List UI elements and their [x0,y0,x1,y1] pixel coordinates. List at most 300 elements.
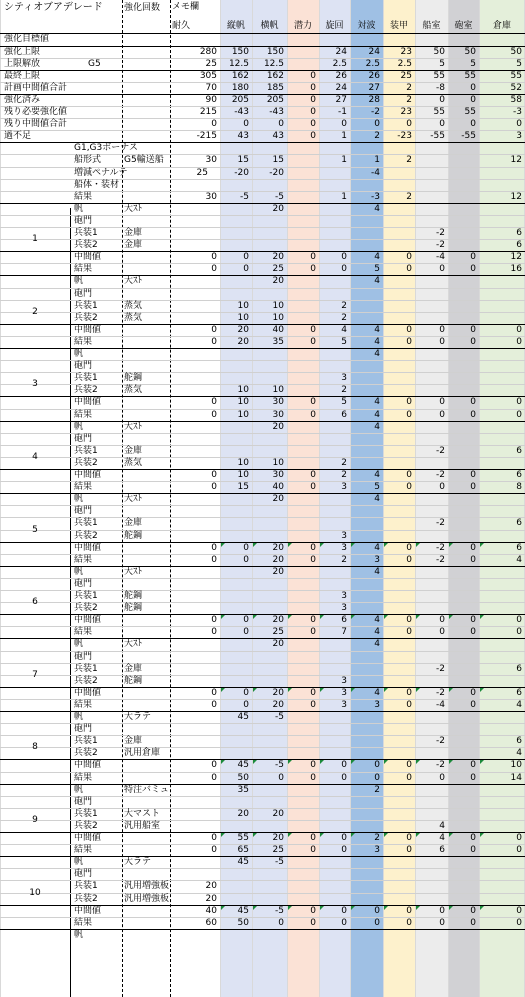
summary-value[interactable]: 55 [464,107,476,118]
column-header-wave[interactable]: 対波 [357,21,376,32]
block-value[interactable]: 0 [211,397,217,408]
block-value[interactable]: 20 [272,203,284,214]
block-value[interactable]: 7 [341,627,347,638]
summary-label[interactable]: 残り必要強化値 [4,107,68,118]
block-value[interactable]: 5 [374,482,380,493]
block-value[interactable]: 2 [341,554,347,565]
block-label[interactable]: 砲門 [74,651,93,662]
block-number[interactable]: 6 [32,597,38,608]
block-value[interactable]: 45 [237,760,249,771]
block-label[interactable]: 兵装2 [74,893,98,904]
summary-value[interactable]: 26 [368,70,380,81]
block-value[interactable]: 0 [243,252,249,263]
summary-value[interactable]: -1 [338,107,347,118]
block-value[interactable]: 0 [516,615,522,626]
summary-value[interactable]: 0 [278,119,284,130]
summary-value[interactable]: 27 [368,82,380,93]
block-label[interactable]: 中間値 [74,760,102,771]
summary-value[interactable]: 12.5 [228,58,249,69]
block-value[interactable]: 0 [310,482,316,493]
block-value[interactable]: 0 [211,542,217,553]
column-header-armor[interactable]: 装甲 [389,21,408,32]
block-value[interactable]: 0 [406,615,412,626]
block-value[interactable]: 0 [406,252,412,263]
block-value[interactable]: 20 [272,566,284,577]
block-value[interactable]: 20 [272,554,284,565]
summary-value[interactable]: 55 [433,70,445,81]
block-value[interactable]: 25 [272,627,284,638]
column-header-horizontal_sail[interactable]: 横帆 [260,21,279,32]
block-value[interactable]: 35 [237,784,249,795]
block-label[interactable]: 砲門 [74,578,93,589]
summary-value[interactable]: -8 [436,82,445,93]
summary-value[interactable]: 50 [433,46,445,57]
block-value[interactable]: 0 [310,845,316,856]
summary-value[interactable]: 2 [374,131,380,142]
block-value[interactable]: 0 [470,917,476,928]
block-value[interactable]: 3 [374,554,380,565]
block-value[interactable]: 0 [243,615,249,626]
block-value[interactable]: 0 [470,482,476,493]
block-value[interactable]: 0 [243,627,249,638]
block-value[interactable]: 10 [272,300,284,311]
summary-value[interactable]: 205 [231,94,249,105]
block-value[interactable]: 5 [341,336,347,347]
block-value[interactable]: 0 [439,905,445,916]
block-value[interactable]: 4 [374,203,380,214]
summary-value[interactable]: 24 [335,82,347,93]
block-value[interactable]: 2 [341,385,347,396]
column-header-turn[interactable]: 旋回 [325,21,344,32]
summary-value[interactable]: 0 [341,119,347,130]
block-value[interactable]: 0 [470,324,476,335]
block-value[interactable]: 15 [237,482,249,493]
summary-label[interactable]: 計画中間値合計 [4,82,68,93]
block-label[interactable]: 砲門 [74,796,93,807]
block-value[interactable]: 0 [341,905,347,916]
block-value[interactable]: 0 [211,833,217,844]
block-value[interactable]: 4 [374,627,380,638]
base-value[interactable]: -3 [371,191,380,202]
summary-value[interactable]: 0 [310,107,316,118]
summary-value[interactable]: 0 [211,119,217,130]
block-number[interactable]: 8 [32,742,38,753]
block-value[interactable]: 0 [310,833,316,844]
block-value[interactable]: 0 [516,336,522,347]
block-value[interactable]: 0 [310,627,316,638]
block-value[interactable]: 0 [243,699,249,710]
block-mid[interactable]: 大ｽﾄ [124,276,143,287]
block-label[interactable]: 砲門 [74,724,93,735]
block-value[interactable]: 0 [374,917,380,928]
block-label[interactable]: 帆 [74,712,84,723]
block-value[interactable]: 40 [205,905,217,916]
block-value[interactable]: -2 [436,687,445,698]
block-value[interactable]: 6 [516,470,522,481]
block-value[interactable]: 0 [406,482,412,493]
block-number[interactable]: 7 [32,669,38,680]
block-value[interactable]: 10 [237,312,249,323]
summary-value[interactable]: -3 [513,107,522,118]
block-value[interactable]: 10 [272,312,284,323]
block-value[interactable]: 0 [310,324,316,335]
block-value[interactable]: 0 [310,905,316,916]
block-value[interactable]: 3 [341,530,347,541]
block-value[interactable]: 3 [374,699,380,710]
summary-value[interactable]: 0 [310,82,316,93]
summary-value[interactable]: 162 [231,70,249,81]
block-value[interactable]: 0 [470,772,476,783]
block-value[interactable]: 4 [374,336,380,347]
block-value[interactable]: 10 [237,409,249,420]
block-value[interactable]: 0 [310,336,316,347]
block-value[interactable]: 0 [310,699,316,710]
block-value[interactable]: 4 [374,542,380,553]
block-value[interactable]: 0 [470,409,476,420]
block-label[interactable]: 結果 [74,772,93,783]
block-value[interactable]: 2 [341,300,347,311]
block-value[interactable]: 20 [272,833,284,844]
summary-value[interactable]: 0 [470,94,476,105]
summary-value[interactable]: 305 [199,70,217,81]
block-label[interactable]: 結果 [74,336,93,347]
block-value[interactable]: 0 [406,833,412,844]
summary-value[interactable]: 24 [368,46,380,57]
block-value[interactable]: 0 [406,760,412,771]
summary-value[interactable]: 180 [231,82,249,93]
block-value[interactable]: 20 [272,699,284,710]
block-value[interactable]: 50 [237,772,249,783]
block-value[interactable]: -2 [436,736,445,747]
block-value[interactable]: 20 [272,276,284,287]
block-label[interactable]: 結果 [74,845,93,856]
block-value[interactable]: 2 [374,784,380,795]
summary-value[interactable]: -55 [461,131,476,142]
block-number[interactable]: 1 [32,234,38,245]
block-mid[interactable]: 舵鋼 [124,675,143,686]
block-value[interactable]: 0 [516,409,522,420]
block-label[interactable]: 兵装1 [74,228,98,239]
block-label[interactable]: 結果 [74,699,93,710]
block-value[interactable]: 0 [439,772,445,783]
block-mid[interactable]: 舵鋼 [124,530,143,541]
block-label[interactable]: 砲門 [74,215,93,226]
block-value[interactable]: 2 [341,457,347,468]
summary-value[interactable]: 0 [439,94,445,105]
block-label[interactable]: 結果 [74,554,93,565]
summary-label[interactable]: 上限解放 [4,58,41,69]
base-value[interactable]: 30 [205,191,217,202]
block-label[interactable]: 中間値 [74,833,102,844]
block-label[interactable]: 砲門 [74,288,93,299]
block-label[interactable]: 帆 [74,566,84,577]
block-value[interactable]: 20 [272,252,284,263]
column-header-gun[interactable]: 砲室 [454,21,473,32]
block-mid[interactable]: 蒸気 [124,385,143,396]
block-value[interactable]: -5 [275,857,284,868]
base-label[interactable]: 結果 [74,191,93,202]
block-value[interactable]: 60 [205,917,217,928]
block-value[interactable]: -4 [436,252,445,263]
summary-label[interactable]: 強化済み [4,94,41,105]
block-value[interactable]: 2 [341,312,347,323]
block-value[interactable]: 0 [470,833,476,844]
block-mid[interactable]: 金庫 [124,240,143,251]
block-value[interactable]: 0 [211,336,217,347]
summary-value[interactable]: 90 [205,94,217,105]
block-label[interactable]: 帆 [74,494,84,505]
summary-value[interactable]: 150 [231,46,249,57]
block-value[interactable]: -2 [436,228,445,239]
block-label[interactable]: 結果 [74,482,93,493]
base-value[interactable]: 12 [510,155,522,166]
column-header-dive[interactable]: 潜力 [293,21,312,32]
summary-value[interactable]: 0 [439,119,445,130]
summary-value[interactable]: 2.5 [332,58,347,69]
block-value[interactable]: 3 [341,542,347,553]
block-label[interactable]: 兵装1 [74,663,98,674]
block-value[interactable]: 4 [516,748,522,759]
block-value[interactable]: 0 [310,397,316,408]
block-value[interactable]: -2 [436,240,445,251]
block-value[interactable]: -4 [436,699,445,710]
block-label[interactable]: 兵装2 [74,820,98,831]
block-value[interactable]: 3 [341,482,347,493]
block-value[interactable]: -2 [436,470,445,481]
summary-value[interactable]: 1 [341,131,347,142]
block-value[interactable]: 0 [310,264,316,275]
block-value[interactable]: 0 [310,615,316,626]
block-value[interactable]: 0 [243,264,249,275]
block-label[interactable]: 兵装2 [74,603,98,614]
block-mid[interactable]: 舵鋼 [124,603,143,614]
sheet-title[interactable]: シティオブアデレード [4,2,103,13]
block-label[interactable]: 中間値 [74,542,102,553]
base-value[interactable]: -4 [371,167,380,178]
block-value[interactable]: 65 [237,845,249,856]
block-label[interactable]: 中間値 [74,252,102,263]
summary-label[interactable]: 強化目標値 [4,34,50,45]
block-mid[interactable]: 大ｽﾄ [124,494,143,505]
block-value[interactable]: -5 [275,712,284,723]
block-value[interactable]: 4 [374,470,380,481]
block-value[interactable]: 0 [406,470,412,481]
summary-value[interactable]: 0 [406,119,412,130]
block-value[interactable]: 20 [272,494,284,505]
block-value[interactable]: 0 [516,917,522,928]
block-value[interactable]: 0 [406,264,412,275]
block-label[interactable]: 帆 [74,203,84,214]
block-label[interactable]: 兵装1 [74,736,98,747]
block-value[interactable]: 4 [374,566,380,577]
summary-value[interactable]: 55 [510,70,522,81]
block-label[interactable]: 兵装2 [74,748,98,759]
block-value[interactable]: 4 [374,409,380,420]
block-mid[interactable]: 大ｽﾄ [124,421,143,432]
block-mid[interactable]: 蒸気 [124,300,143,311]
block-value[interactable]: -2 [436,760,445,771]
block-value[interactable]: -5 [275,760,284,771]
block-value[interactable]: 3 [341,687,347,698]
block-value[interactable]: 0 [516,397,522,408]
block-label[interactable]: 結果 [74,917,93,928]
summary-value[interactable]: 23 [400,107,412,118]
block-value[interactable]: 20 [272,687,284,698]
summary-value[interactable]: 5 [439,58,445,69]
block-value[interactable]: 5 [374,264,380,275]
block-value[interactable]: 20 [272,639,284,650]
block-mid[interactable]: 蒸気 [124,457,143,468]
block-value[interactable]: 0 [439,264,445,275]
block-mid[interactable]: 汎用倉庫 [124,748,161,759]
base-mid[interactable]: 25 [196,167,208,178]
summary-sub[interactable]: G5 [88,58,101,69]
block-value[interactable]: 0 [243,554,249,565]
block-value[interactable]: 0 [310,470,316,481]
block-value[interactable]: 0 [374,760,380,771]
block-mid[interactable]: 大ｽﾄ [124,203,143,214]
block-value[interactable]: 30 [272,397,284,408]
block-value[interactable]: 10 [237,300,249,311]
block-value[interactable]: 0 [470,699,476,710]
block-value[interactable]: 0 [211,470,217,481]
block-value[interactable]: 0 [211,772,217,783]
block-value[interactable]: 0 [470,905,476,916]
block-value[interactable]: -2 [436,663,445,674]
block-value[interactable]: 6 [516,542,522,553]
block-value[interactable]: 3 [341,591,347,602]
block-value[interactable]: 3 [374,845,380,856]
block-value[interactable]: 6 [439,845,445,856]
base-label[interactable]: 増減ペナルテ [74,167,128,178]
summary-value[interactable]: 27 [335,94,347,105]
block-value[interactable]: 8 [516,482,522,493]
block-label[interactable]: 兵装1 [74,591,98,602]
block-value[interactable]: 0 [211,554,217,565]
block-value[interactable]: 0 [516,324,522,335]
summary-value[interactable]: 70 [205,82,217,93]
summary-value[interactable]: 215 [199,107,217,118]
base-label[interactable]: G1,G3ボーナス [74,143,138,154]
block-value[interactable]: 0 [211,409,217,420]
block-value[interactable]: 0 [439,397,445,408]
block-value[interactable]: 6 [516,445,522,456]
summary-label[interactable]: 最終上限 [4,70,41,81]
summary-value[interactable]: 185 [266,82,284,93]
block-value[interactable]: 6 [341,409,347,420]
base-label[interactable]: 船体・装材 [74,179,120,190]
block-value[interactable]: 0 [439,324,445,335]
block-value[interactable]: -5 [275,905,284,916]
block-value[interactable]: 0 [406,699,412,710]
block-value[interactable]: 20 [237,808,249,819]
block-value[interactable]: 0 [406,905,412,916]
block-mid[interactable]: 汎用増強板 [124,881,170,892]
block-value[interactable]: 6 [516,240,522,251]
block-value[interactable]: 0 [439,336,445,347]
block-value[interactable]: 0 [406,397,412,408]
summary-value[interactable]: -43 [234,107,249,118]
block-value[interactable]: 0 [406,917,412,928]
block-value[interactable]: 55 [237,833,249,844]
summary-value[interactable]: 12.5 [263,58,284,69]
column-header-vertical_sail[interactable]: 縦帆 [226,21,245,32]
summary-value[interactable]: 0 [310,94,316,105]
summary-value[interactable]: 2 [406,94,412,105]
block-label[interactable]: 兵装1 [74,373,98,384]
block-label[interactable]: 帆 [74,421,84,432]
summary-value[interactable]: 3 [516,131,522,142]
block-value[interactable]: 0 [278,917,284,928]
block-mid[interactable]: 大ｽﾄ [124,639,143,650]
block-value[interactable]: 0 [516,845,522,856]
block-label[interactable]: 兵装2 [74,240,98,251]
block-mid[interactable]: 舵鋼 [124,373,143,384]
block-value[interactable]: 3 [341,675,347,686]
block-value[interactable]: 0 [406,687,412,698]
block-value[interactable]: 4 [374,421,380,432]
block-label[interactable]: 中間値 [74,905,102,916]
block-value[interactable]: 0 [211,760,217,771]
summary-value[interactable]: 28 [368,94,380,105]
block-value[interactable]: 4 [516,699,522,710]
column-header-cabin[interactable]: 船室 [422,21,441,32]
base-value[interactable]: 1 [374,155,380,166]
block-value[interactable]: 20 [272,542,284,553]
count-header[interactable]: 強化回数 [124,3,161,13]
summary-value[interactable]: 55 [464,70,476,81]
block-value[interactable]: 12 [510,252,522,263]
block-value[interactable]: -2 [436,445,445,456]
summary-value[interactable]: 26 [335,70,347,81]
block-label[interactable]: 中間値 [74,615,102,626]
summary-value[interactable]: 0 [310,131,316,142]
block-label[interactable]: 帆 [74,349,84,360]
summary-value[interactable]: -215 [196,131,217,142]
block-value[interactable]: 30 [272,409,284,420]
block-value[interactable]: 30 [272,470,284,481]
block-label[interactable]: 兵装2 [74,312,98,323]
block-mid[interactable]: 大ラテ [124,712,152,723]
block-label[interactable]: 兵装2 [74,675,98,686]
summary-value[interactable]: -43 [269,107,284,118]
block-value[interactable]: 10 [510,760,522,771]
block-label[interactable]: 帆 [74,276,84,287]
block-value[interactable]: 45 [237,712,249,723]
block-value[interactable]: 0 [439,627,445,638]
block-value[interactable]: 4 [374,397,380,408]
block-value[interactable]: 10 [272,385,284,396]
block-value[interactable]: 6 [516,228,522,239]
block-value[interactable]: 6 [516,736,522,747]
block-value[interactable]: 10 [237,470,249,481]
block-value[interactable]: 10 [272,457,284,468]
base-value[interactable]: 15 [272,155,284,166]
block-value[interactable]: 0 [406,627,412,638]
base-value[interactable]: -20 [234,167,249,178]
block-value[interactable]: 0 [211,627,217,638]
block-value[interactable]: 0 [341,833,347,844]
block-value[interactable]: 0 [470,252,476,263]
block-value[interactable]: 0 [310,917,316,928]
block-label[interactable]: 中間値 [74,324,102,335]
base-value[interactable]: 1 [341,191,347,202]
block-value[interactable]: 0 [470,760,476,771]
block-label[interactable]: 結果 [74,627,93,638]
block-value[interactable]: 4 [439,820,445,831]
block-label[interactable]: 兵装1 [74,808,98,819]
block-value[interactable]: 0 [470,264,476,275]
